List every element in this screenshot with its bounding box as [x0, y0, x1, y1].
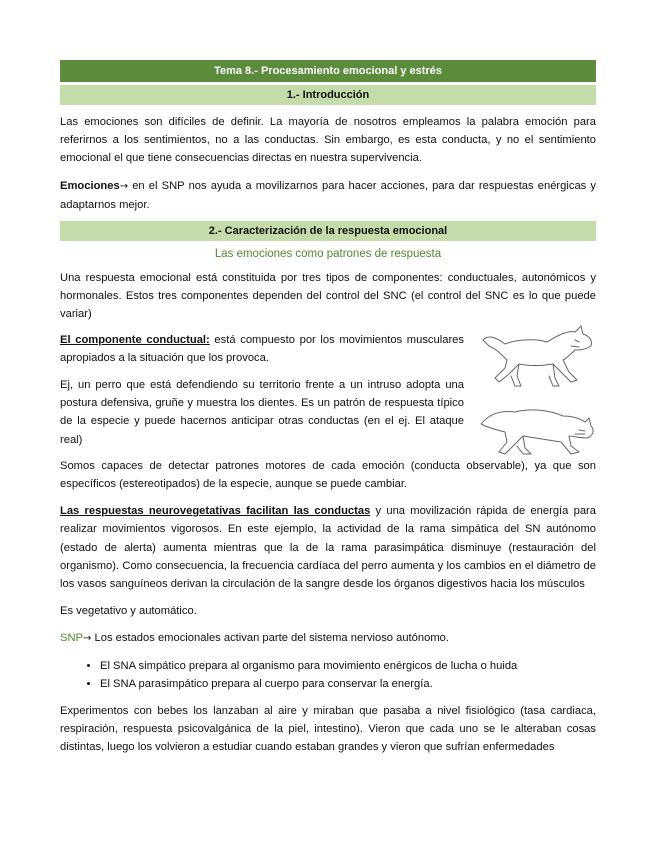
snp-term: SNP — [60, 632, 84, 645]
emotions-paragraph — [60, 177, 596, 214]
neurovegetative-term: Las respuestas neurovegetativas facilitan las conductas — [60, 505, 371, 518]
section-1-heading: 1.- Introducción — [60, 85, 596, 105]
dog-crouching-illustration — [475, 398, 598, 458]
behavioral-component-paragraph — [60, 331, 464, 367]
babies-experiment-paragraph — [60, 702, 596, 757]
sna-list — [60, 657, 596, 693]
vegetative-paragraph: Es vegetativo y automático. — [60, 605, 197, 618]
document-page — [60, 60, 596, 756]
components-paragraph: Una respuesta emocional está constituida por tres tipos de componentes: conductuales, autonómicos y hormonales. Estos tres componentes dependen del control del SNC (el control del SNC es lo que puede variar) — [60, 272, 596, 321]
neurovegetative-paragraph — [60, 502, 596, 593]
dog-standing-illustration — [475, 320, 598, 392]
neurovegetative-text: y una movilización rápida de energía para realizar movimientos vigorosos. En este ejemplo, la actividad de la rama simpática del SN autónomo (estado de alerta) aumenta mientras que la de la rama parasimpática disminuye (restauración del organismo). Como consecuencia, la frecuencia cardíaca del perro aumenta y los cambios en el diámetro de los vasos sanguíneos derivan la circulación de la sangre desde los órganos digestivos hacia los músculos — [60, 505, 596, 591]
snp-text: Los estados emocionales activan parte del sistema nervioso autónomo. — [91, 632, 449, 645]
arrow-icon: → — [119, 180, 129, 192]
emotions-text: en el SNP nos ayuda a movilizarnos para hacer acciones, para dar respuestas enérgicas y adaptarnos mejor. — [60, 179, 596, 211]
behavioral-component-term: El componente conductual: — [60, 333, 210, 346]
section-2-heading: 2.- Caracterización de la respuesta emocional — [60, 221, 596, 241]
emotions-term: Emociones — [60, 179, 120, 192]
snp-paragraph — [60, 629, 596, 648]
arrow-icon: → — [83, 633, 92, 645]
motor-patterns-paragraph: Somos capaces de detectar patrones motores de cada emoción (conducta observable), ya que son específicos (estereotipados) de la especie, aunque se puede cambiar. — [60, 459, 596, 491]
document-title: Tema 8.- Procesamiento emocional y estrés — [60, 60, 596, 82]
section-2-subtitle: Las emociones como patrones de respuesta — [214, 248, 442, 261]
dog-example-paragraph: Ej, un perro que está defendiendo su territorio frente a un intruso adopta una postura defensiva, gruñe y muestra los dientes. Es un patrón de respuesta típico de la especie y puede hacernos anticipar otras conductas (en el ej. El ataque real) — [60, 379, 464, 446]
list-item: • El SNA parasimpático prepara al cuerpo para conservar la energía. — [100, 675, 596, 693]
list-item: • El SNA simpático prepara al organismo para movimiento enérgicos de lucha o huida — [100, 657, 596, 675]
babies-experiment-text: Experimentos con bebes los lanzaban al aire y miraban que pasaba a nivel fisiológico (tasa cardiaca, respiración, respuesta psicovalgánica de la piel, intestino). Vieron que cada uno se le alteraban cosas distintas, luego los volvieron a estudiar cuando estaban grandes y vieron que sufrían enfermedades — [60, 704, 596, 754]
intro-paragraph: Las emociones son difíciles de definir. La mayoría de nosotros empleamos la palabra emoción para referirnos a los sentimientos, no a las conductas. Sin embargo, es esta conducta, y no el sentimiento emocional el que tiene consecuencias directas en nuestra supervivencia. — [60, 116, 596, 165]
behavioral-component-text: está compuesto por los movimientos musculares apropiados a la situación que los provoca. — [60, 333, 464, 364]
